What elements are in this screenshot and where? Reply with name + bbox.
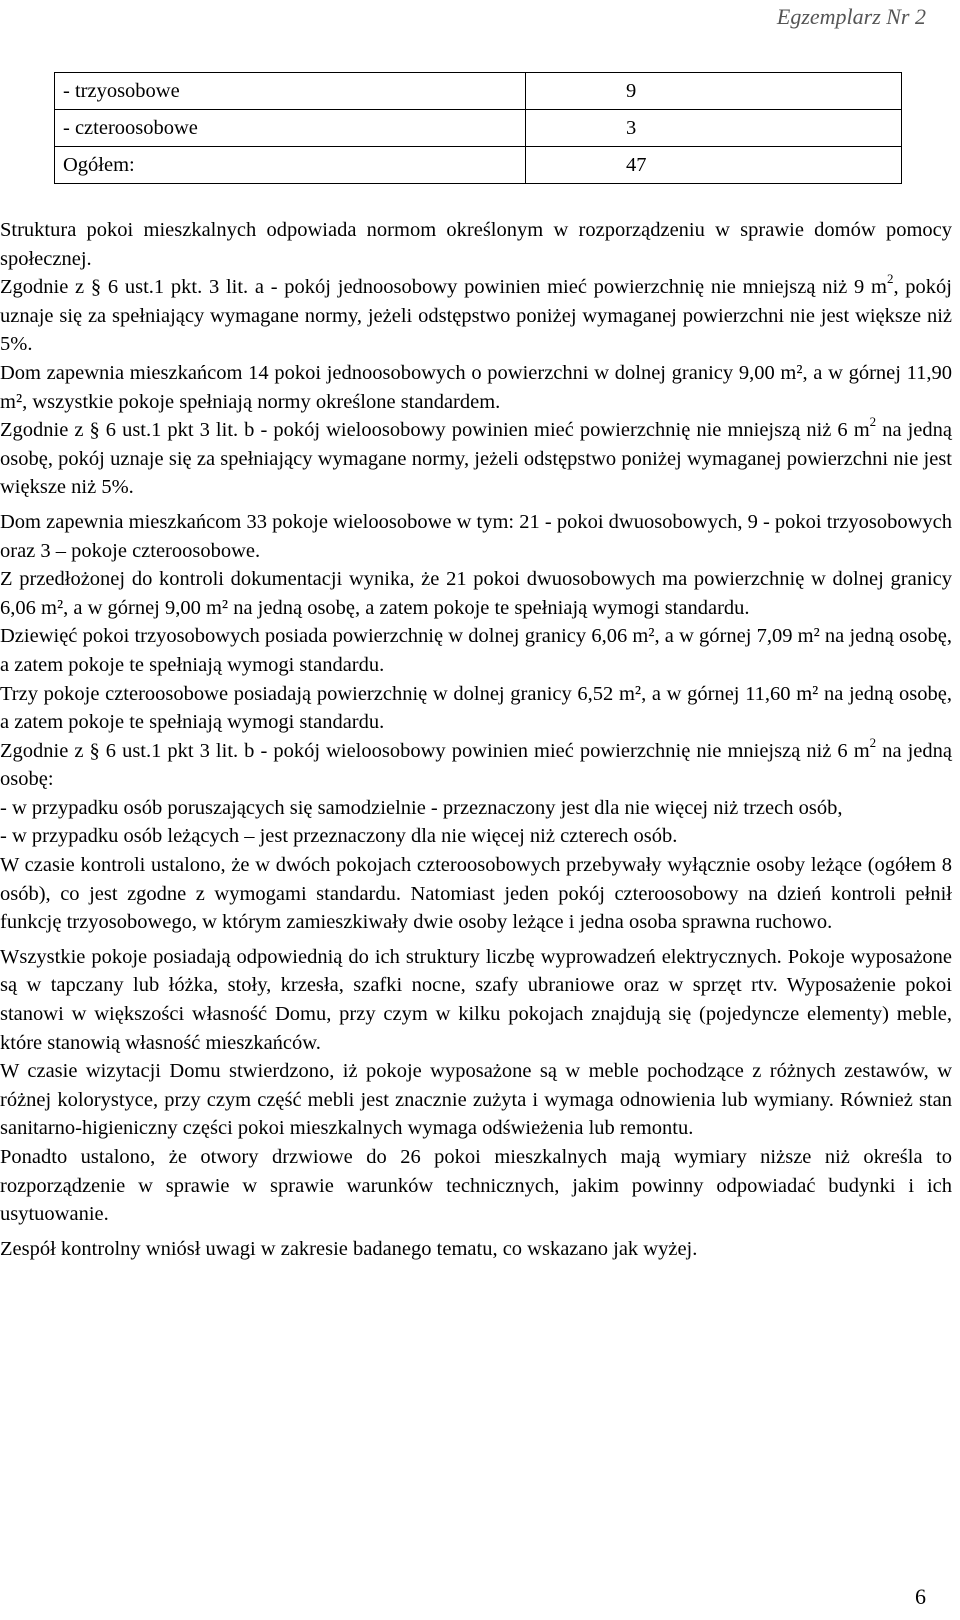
paragraph-inspection-findings: W czasie kontroli ustalono, że w dwóch pokojach czteroosobowych przebywały wyłącznie osoby leżące (ogółem 8 osób), co jest zgodne z wymogami standardu. Natomiast jeden pokój czteroosobowy na dzień kontroli pełnił funkcję trzyosobowego, w którym zamieszkiwały dwie osoby leżące i jedna osoba sprawna ruchowo. [0, 854, 952, 934]
room-count-table [54, 72, 902, 184]
table-cell-label: - czteroosobowe [55, 110, 526, 147]
paragraph-single-rooms: Dom zapewnia mieszkańcom 14 pokoi jednoosobowych o powierzchni w dolnej granicy 9,00 m², a w górnej 11,90 m², wszystkie pokoje spełniają normy określone standardem. [0, 361, 952, 413]
paragraph-conclusion: Zespół kontrolny wniósł uwagi w zakresie badanego tematu, co wskazano jak wyżej. [0, 1237, 698, 1260]
document-header: Egzemplarz Nr 2 [776, 4, 926, 29]
table-cell-label: Ogółem: [55, 147, 526, 184]
list-item-bedridden: - w przypadku osób leżących – jest przeznaczony dla nie więcej niż czterech osób. [0, 825, 678, 848]
paragraph-multi-room-norm [0, 416, 952, 502]
text-span: na jedną osobę, pokój uznaje się za spełniający wymagane normy, jeżeli odstępstwo poniżej wymaganej powierzchni nie jest większe niż 5%. [0, 419, 952, 499]
paragraph-equipment: Wszystkie pokoje posiadają odpowiednią do ich struktury liczbę wyprowadzeń elektrycznych. Pokoje wyposażone są w tapczany lub łóżka, stoły, krzesła, szafki nocne, szafy ubraniowe oraz w sprzęt rtv. Wyposażenie pokoi stanowi w większości własność Domu, przy czym w kilku pokojach znajdują się (pojedyncze elementy) meble, które stanowią własność mieszkańców. [0, 945, 952, 1054]
text-span: Zgodnie z § 6 ust.1 pkt. 3 lit. a - pokój jednoosobowy powinien mieć powierzchnię nie mniejszą niż 9 m [0, 276, 887, 299]
table-row [55, 110, 902, 147]
document-body [0, 216, 952, 1263]
paragraph-multi-rooms: Dom zapewnia mieszkańcom 33 pokoje wieloosobowe w tym: 21 - pokoi dwuosobowych, 9 - pokoi trzyosobowych oraz 3 – pokoje czteroosobowe. [0, 510, 952, 562]
paragraph-doors: Ponadto ustalono, że otwory drzwiowe do 26 pokoi mieszkalnych mają wymiary niższe niż określa to rozporządzenie w sprawie w sprawie warunków technicznych, jakim powinny odpowiadać budynki i ich usytuowanie. [0, 1146, 952, 1226]
table-cell-label: - trzyosobowe [55, 73, 526, 110]
text-span: na jedną osobę: [0, 739, 952, 791]
text-span: Zgodnie z § 6 ust.1 pkt 3 lit. b - pokój wieloosobowy powinien mieć powierzchnię nie mniejszą niż 6 m [0, 739, 870, 762]
page-number: 6 [915, 1584, 926, 1609]
paragraph-single-room-norm [0, 273, 952, 359]
superscript: 2 [886, 271, 894, 287]
text-span: Zgodnie z § 6 ust.1 pkt 3 lit. b - pokój wieloosobowy powinien mieć powierzchnię nie mniejszą niż 6 m [0, 419, 870, 442]
table-cell-value: 47 [526, 147, 902, 184]
paragraph-structure: Struktura pokoi mieszkalnych odpowiada normom określonym w rozporządzeniu w sprawie domów pomocy społecznej. [0, 219, 952, 270]
paragraph-furniture: W czasie wizytacji Domu stwierdzono, iż pokoje wyposażone są w meble pochodzące z różnych zestawów, w różnej kolorystyce, przy czym część mebli jest znacznie zużyta i wymaga odnowienia lub wymiany. Również stan sanitarno-higieniczny części pokoi mieszkalnych wymaga odświeżenia lub remontu. [0, 1060, 952, 1140]
superscript: 2 [869, 734, 877, 750]
paragraph-triple-rooms: Dziewięć pokoi trzyosobowych posiada powierzchnię w dolnej granicy 6,06 m², a w górnej 7,09 m² na jedną osobę, a zatem pokoje te spełniają wymogi standardu. [0, 625, 952, 676]
table-cell-value: 9 [526, 73, 902, 110]
table-row [55, 147, 902, 184]
list-item-mobile: - w przypadku osób poruszających się samodzielnie - przeznaczony jest dla nie więcej niż trzech osób, [0, 796, 843, 819]
paragraph-double-rooms: Z przedłożonej do kontroli dokumentacji wynika, że 21 pokoi dwuosobowych ma powierzchnię w dolnej granicy 6,06 m², a w górnej 9,00 m² na jedną osobę, a zatem pokoje te spełniają wymogi standardu. [0, 568, 952, 619]
table-cell-value: 3 [526, 110, 902, 147]
paragraph-quad-rooms: Trzy pokoje czteroosobowe posiadają powierzchnię w dolnej granicy 6,52 m², a w górnej 11,60 m² na jedną osobę, a zatem pokoje te spełniają wymogi standardu. [0, 682, 952, 734]
paragraph-multi-room-occupancy [0, 734, 952, 794]
text-span: , pokój uznaje się za spełniający wymagane normy, jeżeli odstępstwo poniżej wymaganej powierzchni nie jest większe niż 5%. [0, 276, 952, 356]
table-row [55, 73, 902, 110]
superscript: 2 [869, 414, 877, 430]
